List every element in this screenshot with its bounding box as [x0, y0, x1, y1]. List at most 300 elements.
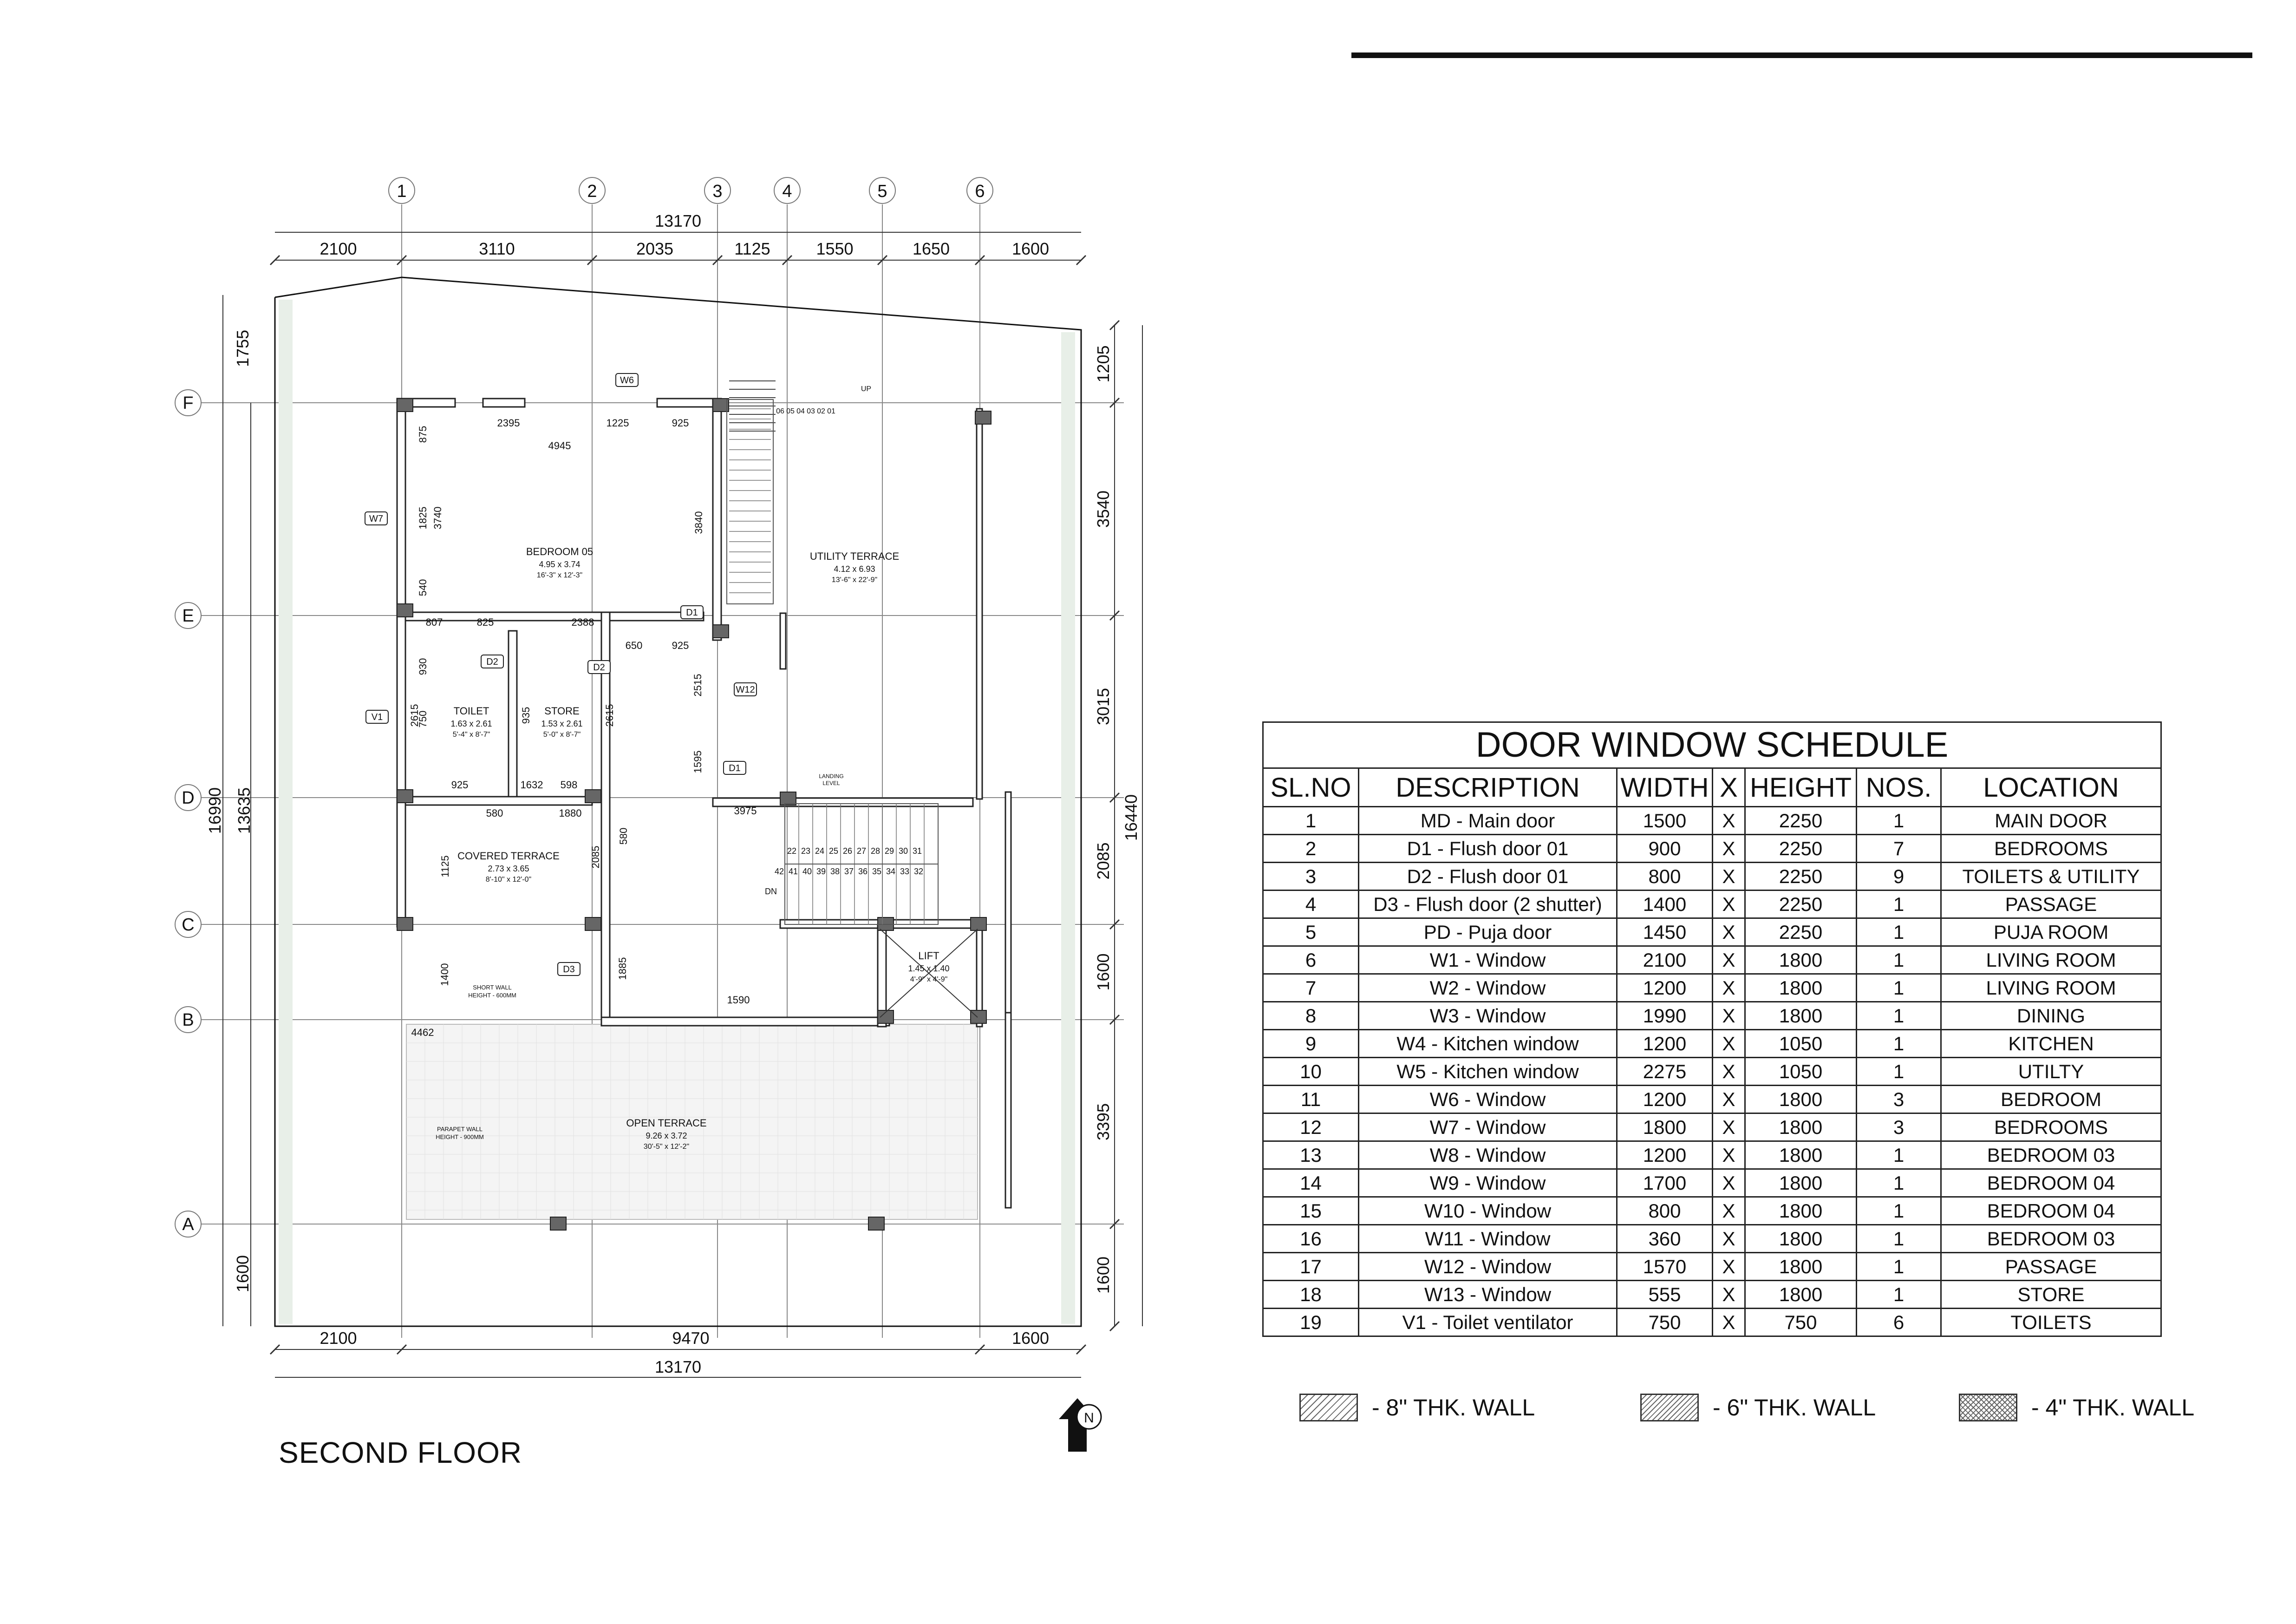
- schedule-cell: PASSAGE: [1941, 1253, 2161, 1281]
- schedule-cell: X: [1713, 807, 1745, 835]
- interior-dimension: 807: [425, 616, 443, 628]
- table-row: [1263, 974, 2161, 1002]
- schedule-cell: MAIN DOOR: [1941, 807, 2161, 835]
- opening-tag: D1: [729, 763, 741, 773]
- schedule-cell: 1: [1857, 1141, 1941, 1169]
- wall: [397, 797, 405, 927]
- dimension-text: 2100: [320, 239, 357, 258]
- schedule-cell: 13: [1263, 1141, 1359, 1169]
- schedule-cell: 17: [1263, 1253, 1359, 1281]
- schedule-header-cell: WIDTH: [1617, 768, 1713, 807]
- table-row: [1263, 1058, 2161, 1086]
- sheet-title: SECOND FLOOR: [279, 1436, 522, 1469]
- schedule-cell: 1990: [1617, 1002, 1713, 1030]
- interior-dimension: 2515: [692, 674, 704, 697]
- schedule-header-cell: X: [1713, 768, 1745, 807]
- schedule-cell: 2275: [1617, 1058, 1713, 1086]
- grid-column-label: 1: [397, 182, 407, 201]
- opening-tag: D2: [593, 662, 605, 673]
- landing-note: LEVEL: [822, 780, 840, 786]
- wall: [483, 399, 525, 407]
- table-row: [1263, 1309, 2161, 1336]
- schedule-cell: X: [1713, 1113, 1745, 1141]
- interior-dimension: 1632: [520, 779, 543, 791]
- schedule-cell: 1050: [1745, 1030, 1857, 1058]
- stair-number: 35: [872, 867, 882, 876]
- legend-6in: [1640, 1394, 1876, 1421]
- schedule-header-cell: HEIGHT: [1745, 768, 1857, 807]
- interior-dimension: 3840: [693, 511, 704, 534]
- room-size-imperial: 5'-4" x 8'-7": [452, 731, 490, 739]
- interior-dimension: 2085: [590, 845, 601, 869]
- schedule-cell: X: [1713, 1002, 1745, 1030]
- table-row: [1263, 1197, 2161, 1225]
- interior-dimension: 2395: [497, 417, 520, 429]
- schedule-cell: 3: [1857, 1113, 1941, 1141]
- schedule-cell: 16: [1263, 1225, 1359, 1253]
- schedule-cell: 1800: [1745, 1225, 1857, 1253]
- interior-dimension: 1825: [417, 506, 429, 530]
- interior-dimension: 930: [417, 658, 429, 675]
- stair-number: 28: [870, 846, 881, 856]
- interior-dimension: 1225: [606, 417, 629, 429]
- structural-column: [971, 1010, 986, 1023]
- schedule-cell: 1200: [1617, 974, 1713, 1002]
- schedule-cell: 1800: [1617, 1113, 1713, 1141]
- schedule-cell: X: [1713, 1281, 1745, 1309]
- room-name: LIFT: [918, 950, 939, 962]
- schedule-cell: 1800: [1745, 1086, 1857, 1113]
- dimension-text: 1600: [1094, 953, 1113, 991]
- opening-tag: W7: [369, 514, 383, 524]
- table-row: [1263, 946, 2161, 974]
- legend-8in-label: - 8" THK. WALL: [1372, 1395, 1535, 1421]
- schedule-cell: D1 - Flush door 01: [1359, 835, 1617, 863]
- schedule-cell: 1700: [1617, 1169, 1713, 1197]
- schedule-cell: 7: [1857, 835, 1941, 863]
- plan-labels: [365, 373, 1101, 1452]
- structural-column: [780, 792, 796, 805]
- schedule-cell: 1200: [1617, 1086, 1713, 1113]
- schedule-cell: X: [1713, 1253, 1745, 1281]
- schedule-cell: LIVING ROOM: [1941, 974, 2161, 1002]
- structural-column: [585, 917, 601, 930]
- schedule-cell: PD - Puja door: [1359, 918, 1617, 946]
- schedule-cell: TOILETS: [1941, 1309, 2161, 1336]
- stair-number: 32: [913, 867, 924, 876]
- schedule-cell: 14: [1263, 1169, 1359, 1197]
- hatch-4in-swatch: [1959, 1394, 2017, 1421]
- room-name: TOILET: [453, 705, 489, 717]
- interior-dimension: 4462: [411, 1027, 434, 1038]
- table-row: [1263, 1002, 2161, 1030]
- interior-dimension: 875: [417, 426, 429, 443]
- schedule-cell: 1800: [1745, 1002, 1857, 1030]
- schedule-cell: 11: [1263, 1086, 1359, 1113]
- schedule-cell: X: [1713, 1169, 1745, 1197]
- schedule-cell: W7 - Window: [1359, 1113, 1617, 1141]
- schedule-cell: W6 - Window: [1359, 1086, 1617, 1113]
- schedule-cell: 1200: [1617, 1030, 1713, 1058]
- schedule-cell: X: [1713, 1225, 1745, 1253]
- dimension-text: 1600: [1011, 239, 1050, 258]
- dimension-text: 1600: [1011, 1329, 1050, 1348]
- interior-dimension: 3975: [734, 805, 757, 817]
- grid-column-label: 3: [712, 182, 723, 201]
- schedule-cell: 1800: [1745, 1113, 1857, 1141]
- wall: [977, 409, 982, 799]
- interior-dimension: 4945: [548, 440, 571, 452]
- stair-number: 40: [802, 867, 812, 876]
- schedule-cell: X: [1713, 891, 1745, 918]
- structural-column: [713, 399, 729, 412]
- schedule-cell: 2250: [1745, 807, 1857, 835]
- schedule-cell: MD - Main door: [1359, 807, 1617, 835]
- table-row: [1263, 1086, 2161, 1113]
- structural-column: [397, 917, 413, 930]
- schedule-header-cell: SL.NO: [1263, 768, 1359, 807]
- schedule-cell: 800: [1617, 863, 1713, 891]
- schedule-cell: KITCHEN: [1941, 1030, 2161, 1058]
- grid-row-label: C: [182, 915, 195, 935]
- interior-dimension: 1880: [559, 807, 582, 819]
- schedule-cell: 1800: [1745, 1169, 1857, 1197]
- stair-number: 34: [886, 867, 896, 876]
- schedule-cell: D3 - Flush door (2 shutter): [1359, 891, 1617, 918]
- schedule-cell: X: [1713, 1197, 1745, 1225]
- table-row: [1263, 1281, 2161, 1309]
- schedule-cell: 2250: [1745, 835, 1857, 863]
- table-row: [1263, 1253, 2161, 1281]
- dimension-text: 13170: [654, 211, 702, 230]
- table-row: [1263, 1169, 2161, 1197]
- dimension-text: 1755: [233, 329, 252, 367]
- stair-number: 06: [776, 407, 784, 415]
- schedule-cell: 6: [1857, 1309, 1941, 1336]
- opening-tag: W6: [620, 375, 634, 386]
- short-wall-note: HEIGHT - 600MM: [468, 992, 516, 999]
- interior-dimension: 825: [476, 616, 494, 628]
- interior-dimension: 598: [560, 779, 578, 791]
- schedule-body: [1263, 807, 2161, 1336]
- structural-column: [975, 411, 991, 424]
- grid-row-label: D: [182, 788, 195, 808]
- landing-note: LANDING: [819, 773, 844, 779]
- wall: [397, 797, 592, 805]
- schedule-cell: 1: [1857, 946, 1941, 974]
- schedule-cell: W10 - Window: [1359, 1197, 1617, 1225]
- grid-column-label: 4: [782, 182, 792, 201]
- stair-number: 38: [830, 867, 840, 876]
- opening-tag: D2: [486, 657, 498, 667]
- room-size: 1.45 x 1.40: [908, 964, 950, 973]
- schedule-cell: BEDROOM 03: [1941, 1225, 2161, 1253]
- wall: [601, 612, 610, 1026]
- schedule-cell: 1200: [1617, 1141, 1713, 1169]
- schedule-cell: 3: [1263, 863, 1359, 891]
- opening-tag: D1: [686, 608, 698, 618]
- table-row: [1263, 1030, 2161, 1058]
- schedule-cell: 18: [1263, 1281, 1359, 1309]
- schedule-cell: 9: [1263, 1030, 1359, 1058]
- structural-column: [971, 917, 986, 930]
- dimension-text: 2085: [1094, 842, 1113, 880]
- schedule-cell: BEDROOM: [1941, 1086, 2161, 1113]
- structural-column: [397, 399, 413, 412]
- legend-6in-label: - 6" THK. WALL: [1713, 1395, 1876, 1421]
- parapet-note: PARAPET WALL: [437, 1126, 483, 1133]
- hatch-8in-swatch: [1299, 1394, 1358, 1421]
- room-size: 4.95 x 3.74: [539, 560, 581, 569]
- table-row: [1263, 863, 2161, 891]
- room-name: UTILITY TERRACE: [809, 550, 900, 562]
- schedule-cell: PASSAGE: [1941, 891, 2161, 918]
- schedule-cell: W11 - Window: [1359, 1225, 1617, 1253]
- schedule-cell: W9 - Window: [1359, 1169, 1617, 1197]
- grid-column-label: 2: [587, 182, 597, 201]
- schedule-cell: 9: [1857, 863, 1941, 891]
- room-size-imperial: 13'-6" x 22'-9": [831, 576, 878, 584]
- legend-8in: [1299, 1394, 1535, 1421]
- wall: [509, 631, 517, 798]
- schedule-cell: BEDROOM 04: [1941, 1169, 2161, 1197]
- schedule-cell: 1800: [1745, 1281, 1857, 1309]
- schedule-header-row: [1263, 768, 2161, 807]
- stair-number: 25: [828, 846, 839, 856]
- interior-dimension: 1590: [727, 994, 750, 1006]
- structural-column: [713, 625, 729, 638]
- room-size-imperial: 16'-3" x 12'-3": [536, 571, 583, 579]
- schedule-cell: 2250: [1745, 891, 1857, 918]
- room-size: 9.26 x 3.72: [646, 1131, 687, 1140]
- schedule-cell: 1: [1857, 1253, 1941, 1281]
- hatch-6in-swatch: [1640, 1394, 1699, 1421]
- schedule-cell: 5: [1263, 918, 1359, 946]
- stair-number: 03: [807, 407, 815, 415]
- stair-number: 27: [856, 846, 867, 856]
- room-size: 4.12 x 6.93: [834, 564, 875, 574]
- schedule-cell: 4: [1263, 891, 1359, 918]
- grid-row-label: A: [182, 1215, 194, 1234]
- stair-number: 01: [827, 407, 835, 415]
- stair-up-note: UP: [861, 385, 872, 393]
- room-name: COVERED TERRACE: [457, 850, 560, 862]
- interior-dimension: 2615: [604, 704, 615, 727]
- schedule-cell: W1 - Window: [1359, 946, 1617, 974]
- schedule-cell: 1: [1857, 918, 1941, 946]
- schedule-cell: X: [1713, 946, 1745, 974]
- room-size: 1.53 x 2.61: [541, 719, 583, 728]
- legend-4in-label: - 4" THK. WALL: [2031, 1395, 2195, 1421]
- stair-number: 41: [788, 867, 798, 876]
- stair-dn-note: DN: [765, 887, 777, 896]
- schedule-cell: 1570: [1617, 1253, 1713, 1281]
- wall: [601, 1017, 889, 1026]
- table-row: [1263, 1141, 2161, 1169]
- schedule-cell: 2100: [1617, 946, 1713, 974]
- dimension-text: 13170: [654, 1357, 702, 1376]
- interior-dimension: 580: [486, 807, 503, 819]
- interior-dimension: 935: [520, 707, 532, 724]
- schedule-cell: 1: [1263, 807, 1359, 835]
- schedule-cell: BEDROOMS: [1941, 1113, 2161, 1141]
- schedule-cell: BEDROOMS: [1941, 835, 2161, 863]
- wall: [397, 612, 405, 803]
- schedule-cell: PUJA ROOM: [1941, 918, 2161, 946]
- opening-tag: W12: [736, 685, 755, 695]
- table-row: [1263, 835, 2161, 863]
- interior-dimension: 1885: [617, 957, 628, 980]
- schedule-cell: D2 - Flush door 01: [1359, 863, 1617, 891]
- schedule-cell: X: [1713, 918, 1745, 946]
- schedule-cell: 750: [1745, 1309, 1857, 1336]
- schedule-cell: 6: [1263, 946, 1359, 974]
- schedule-cell: STORE: [1941, 1281, 2161, 1309]
- room-name: OPEN TERRACE: [626, 1117, 707, 1129]
- stair-number: 04: [796, 407, 805, 415]
- table-row: [1263, 918, 2161, 946]
- interior-dimension: 580: [618, 827, 629, 845]
- schedule-cell: 1: [1857, 1197, 1941, 1225]
- interior-dimension: 2388: [571, 616, 594, 628]
- grid-column-label: 6: [975, 182, 985, 201]
- dimension-text: 13635: [235, 787, 254, 834]
- dimension-text: 3395: [1094, 1103, 1113, 1141]
- dimension-text: 1600: [233, 1255, 252, 1293]
- schedule-cell: 2250: [1745, 918, 1857, 946]
- dimension-text: 9470: [672, 1329, 710, 1348]
- schedule-cell: X: [1713, 1058, 1745, 1086]
- dimension-text: 3540: [1094, 490, 1113, 528]
- wall: [657, 399, 715, 407]
- opening-tag: V1: [371, 712, 383, 722]
- stair-number: 31: [912, 846, 922, 856]
- schedule-cell: W8 - Window: [1359, 1141, 1617, 1169]
- walls: [275, 277, 1081, 1326]
- schedule-cell: 1800: [1745, 946, 1857, 974]
- schedule-cell: 1800: [1745, 974, 1857, 1002]
- schedule-cell: 15: [1263, 1197, 1359, 1225]
- grid-row-label: B: [182, 1010, 194, 1030]
- stair-number: 42: [774, 867, 784, 876]
- schedule-cell: W3 - Window: [1359, 1002, 1617, 1030]
- schedule-cell: 1: [1857, 807, 1941, 835]
- schedule-cell: 12: [1263, 1113, 1359, 1141]
- interior-dimension: 1125: [439, 855, 451, 877]
- legend-4in: [1959, 1394, 2194, 1421]
- structural-column: [868, 1217, 884, 1230]
- schedule-cell: LIVING ROOM: [1941, 946, 2161, 974]
- schedule-cell: X: [1713, 974, 1745, 1002]
- interior-dimension: 3740: [432, 506, 444, 530]
- schedule-cell: X: [1713, 1141, 1745, 1169]
- room-size-imperial: 30'-5" x 12'-2": [643, 1143, 690, 1151]
- schedule-cell: 1800: [1745, 1141, 1857, 1169]
- setback-strip-left: [279, 300, 293, 1324]
- interior-dimension: 1595: [692, 750, 704, 773]
- room-name: BEDROOM 05: [526, 546, 594, 557]
- schedule-cell: UTILTY: [1941, 1058, 2161, 1086]
- structural-column: [397, 790, 413, 803]
- schedule-cell: 1: [1857, 1169, 1941, 1197]
- grid-column-label: 5: [877, 182, 887, 201]
- dimension-text: 2100: [320, 1329, 357, 1348]
- room-size-imperial: 8'-10" x 12'-0": [485, 876, 532, 884]
- dimension-text: 16440: [1122, 794, 1141, 841]
- schedule-cell: 900: [1617, 835, 1713, 863]
- schedule-cell: W12 - Window: [1359, 1253, 1617, 1281]
- structural-column: [585, 790, 601, 803]
- stair-number: 22: [787, 846, 797, 856]
- wall: [1005, 792, 1011, 1048]
- schedule-title: DOOR WINDOW SCHEDULE: [1262, 721, 2162, 767]
- stair-number: 24: [815, 846, 825, 856]
- stair-number: 23: [801, 846, 811, 856]
- schedule-cell: 1450: [1617, 918, 1713, 946]
- stair-number: 02: [817, 407, 825, 415]
- setback-strip-right: [1061, 332, 1075, 1324]
- dimension-text: 1550: [816, 239, 854, 258]
- wall: [397, 612, 704, 621]
- schedule-cell: BEDROOM 03: [1941, 1141, 2161, 1169]
- schedule-cell: X: [1713, 863, 1745, 891]
- schedule-cell: V1 - Toilet ventilator: [1359, 1309, 1617, 1336]
- schedule-cell: 1800: [1745, 1253, 1857, 1281]
- room-name: STORE: [544, 705, 580, 717]
- schedule-cell: 1: [1857, 1058, 1941, 1086]
- schedule-cell: 3: [1857, 1086, 1941, 1113]
- opening-tag: D3: [563, 964, 575, 975]
- stair-number: 26: [842, 846, 853, 856]
- schedule-cell: TOILETS & UTILITY: [1941, 863, 2161, 891]
- schedule-cell: 10: [1263, 1058, 1359, 1086]
- north-label: N: [1084, 1410, 1094, 1426]
- dimension-text: 3110: [479, 239, 515, 258]
- dimension-text: 2035: [636, 239, 674, 258]
- schedule-header-cell: DESCRIPTION: [1359, 768, 1617, 807]
- wall: [397, 399, 405, 612]
- stair-number: 39: [816, 867, 826, 876]
- schedule-cell: 1400: [1617, 891, 1713, 918]
- schedule-cell: 1: [1857, 1030, 1941, 1058]
- wall: [713, 399, 721, 640]
- schedule-cell: W2 - Window: [1359, 974, 1617, 1002]
- structural-column: [397, 604, 413, 617]
- interior-dimension: 650: [625, 640, 643, 651]
- interior-dimension: 925: [672, 417, 689, 429]
- schedule-cell: W4 - Kitchen window: [1359, 1030, 1617, 1058]
- stair-number: 30: [898, 846, 908, 856]
- stair-number: 36: [858, 867, 868, 876]
- schedule-cell: 7: [1263, 974, 1359, 1002]
- schedule-cell: BEDROOM 04: [1941, 1197, 2161, 1225]
- schedule-cell: 1: [1857, 1002, 1941, 1030]
- schedule-cell: X: [1713, 835, 1745, 863]
- schedule-cell: 360: [1617, 1225, 1713, 1253]
- schedule-cell: X: [1713, 1309, 1745, 1336]
- dimension-text: 1205: [1094, 345, 1113, 383]
- room-size: 2.73 x 3.65: [488, 864, 529, 873]
- parapet-note: HEIGHT - 900MM: [436, 1133, 484, 1140]
- schedule-cell: 19: [1263, 1309, 1359, 1336]
- stair-number: 37: [844, 867, 854, 876]
- dimension-text: 1600: [1094, 1256, 1113, 1294]
- dimension-text: 1125: [734, 239, 770, 258]
- structural-column: [550, 1217, 566, 1230]
- schedule-cell: 2250: [1745, 863, 1857, 891]
- stair-number: 29: [884, 846, 894, 856]
- interior-dimension: 2615: [409, 704, 420, 727]
